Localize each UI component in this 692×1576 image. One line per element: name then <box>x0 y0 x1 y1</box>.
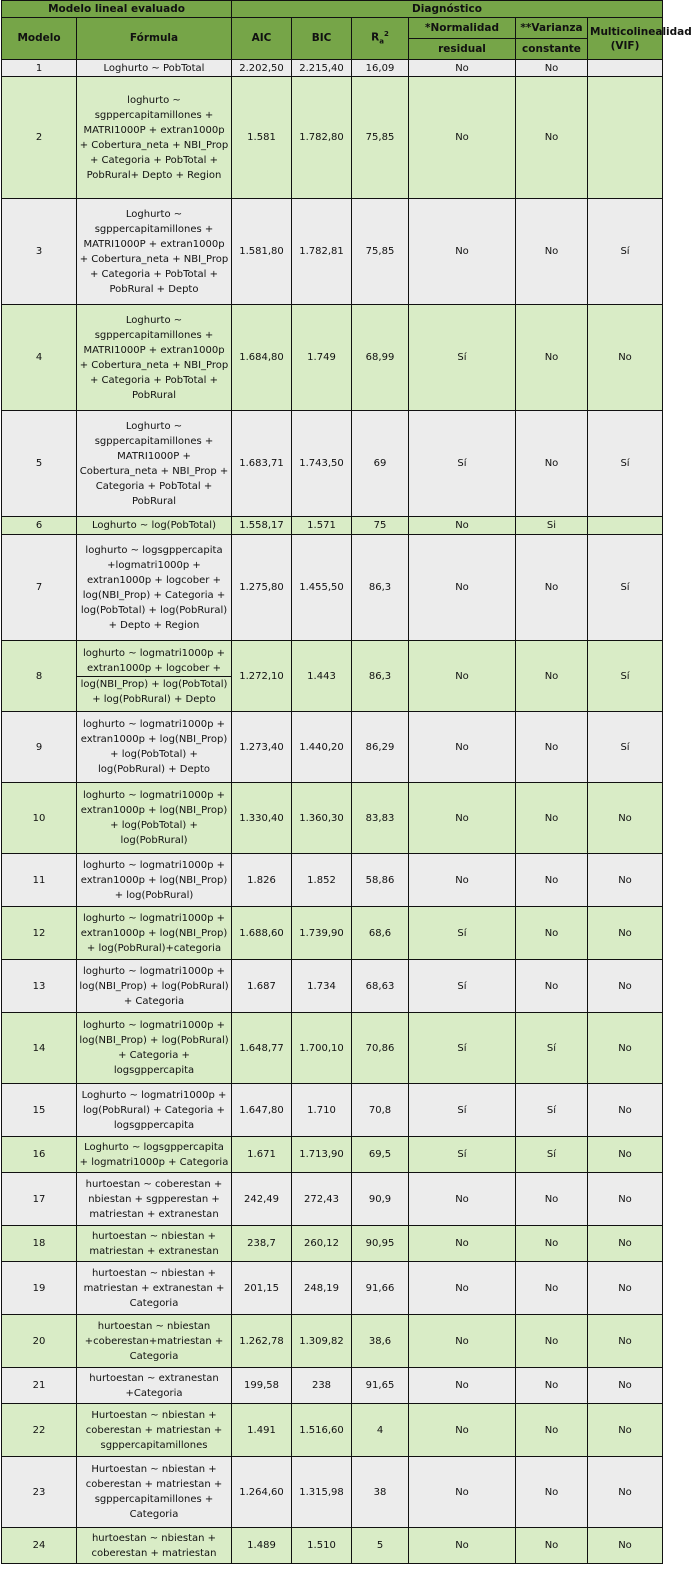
cell-aic: 1.683,71 <box>232 411 292 517</box>
table-row <box>2 1173 663 1226</box>
cell-aic: 1.491 <box>232 1404 292 1457</box>
cell-r2: 86,29 <box>352 712 409 783</box>
table-row <box>2 1315 663 1368</box>
cell-r2: 70,86 <box>352 1013 409 1084</box>
cell-norm: No <box>409 517 516 535</box>
cell-var: No <box>516 641 588 712</box>
cell-model: 9 <box>2 712 77 783</box>
cell-aic: 1.826 <box>232 854 292 907</box>
cell-formula: hurtoestan ~ nbiestan +coberestan+matriestan + Categoria <box>77 1315 232 1368</box>
normality-label-bottom: residual <box>438 42 486 55</box>
cell-model: 24 <box>2 1528 77 1564</box>
cell-var: No <box>516 411 588 517</box>
cell-var: No <box>516 199 588 305</box>
model-comparison-table <box>1 0 692 1564</box>
cell-vif: No <box>588 1226 663 1262</box>
cell-aic: 1.330,40 <box>232 783 292 854</box>
cell-r2: 75,85 <box>352 199 409 305</box>
cell-vif <box>588 77 663 199</box>
cell-model: 6 <box>2 517 77 535</box>
cell-norm: Sí <box>409 1137 516 1173</box>
cell-norm: No <box>409 1528 516 1564</box>
cell-r2: 69,5 <box>352 1137 409 1173</box>
cell-vif: Sí <box>588 199 663 305</box>
cell-norm: No <box>409 712 516 783</box>
cell-bic: 1.782,80 <box>292 77 352 199</box>
cell-vif: No <box>588 1457 663 1528</box>
cell-var: No <box>516 1226 588 1262</box>
cell-model: 14 <box>2 1013 77 1084</box>
formula-part-top: loghurto ~ logmatri1000p + extran1000p + logcober + <box>77 646 231 677</box>
table-row <box>2 907 663 960</box>
cell-r2: 16,09 <box>352 60 409 77</box>
cell-aic: 1.684,80 <box>232 305 292 411</box>
cell-aic: 1.558,17 <box>232 517 292 535</box>
table-row <box>2 1262 663 1315</box>
table-row <box>2 535 663 641</box>
cell-vif: No <box>588 1013 663 1084</box>
cell-vif: No <box>588 907 663 960</box>
cell-model: 15 <box>2 1084 77 1137</box>
table-row <box>2 1368 663 1404</box>
cell-var: No <box>516 1528 588 1564</box>
cell-r2: 68,63 <box>352 960 409 1013</box>
cell-model: 22 <box>2 1404 77 1457</box>
cell-model: 19 <box>2 1262 77 1315</box>
table-row <box>2 712 663 783</box>
cell-model: 23 <box>2 1457 77 1528</box>
cell-r2: 86,3 <box>352 641 409 712</box>
cell-aic: 2.202,50 <box>232 60 292 77</box>
cell-norm: No <box>409 1404 516 1457</box>
col-header-r2 <box>352 18 409 60</box>
cell-var: No <box>516 1262 588 1315</box>
cell-aic: 1.648,77 <box>232 1013 292 1084</box>
cell-var: Sí <box>516 1013 588 1084</box>
cell-var: No <box>516 712 588 783</box>
cell-formula: Loghurto ~ sgppercapitamillones + MATRI1000P + extran1000p + Cobertura_neta + NBI_Prop + Categoria + PobTotal + PobRural <box>77 305 232 411</box>
cell-norm: Sí <box>409 411 516 517</box>
cell-bic: 1.315,98 <box>292 1457 352 1528</box>
table-row <box>2 517 663 535</box>
cell-vif <box>588 517 663 535</box>
cell-r2: 91,66 <box>352 1262 409 1315</box>
cell-norm: No <box>409 854 516 907</box>
cell-var: No <box>516 783 588 854</box>
cell-norm: No <box>409 1226 516 1262</box>
cell-aic: 1.687 <box>232 960 292 1013</box>
cell-model: 17 <box>2 1173 77 1226</box>
cell-bic: 1.516,60 <box>292 1404 352 1457</box>
cell-vif: No <box>588 960 663 1013</box>
cell-r2: 90,95 <box>352 1226 409 1262</box>
cell-var: No <box>516 1315 588 1368</box>
cell-norm: No <box>409 1315 516 1368</box>
group-header-model: Modelo lineal evaluado <box>2 1 232 18</box>
cell-formula: Loghurto ~ logsgppercapita + logmatri1000p + Categoria <box>77 1137 232 1173</box>
cell-formula: loghurto ~ logmatri1000p + log(NBI_Prop) + log(PobRural) + Categoria <box>77 960 232 1013</box>
cell-r2: 38,6 <box>352 1315 409 1368</box>
cell-norm: No <box>409 535 516 641</box>
cell-bic: 238 <box>292 1368 352 1404</box>
cell-r2: 68,6 <box>352 907 409 960</box>
cell-bic: 1.710 <box>292 1084 352 1137</box>
cell-formula: Loghurto ~ sgppercapitamillones + MATRI1000P + Cobertura_neta + NBI_Prop + Categoria + PobTotal + PobRural <box>77 411 232 517</box>
cell-var: No <box>516 1457 588 1528</box>
cell-r2: 70,8 <box>352 1084 409 1137</box>
table-row <box>2 1457 663 1528</box>
cell-formula: loghurto ~ logmatri1000p + extran1000p + log(NBI_Prop) + log(PobTotal) + log(PobRural) + Depto <box>77 712 232 783</box>
cell-vif: No <box>588 1528 663 1564</box>
cell-aic: 1.581,80 <box>232 199 292 305</box>
cell-aic: 1.273,40 <box>232 712 292 783</box>
table-row <box>2 1084 663 1137</box>
cell-aic: 1.262,78 <box>232 1315 292 1368</box>
group-header-diagnostic: Diagnóstico <box>232 1 663 18</box>
col-header-normality <box>409 18 516 60</box>
formula-part-bottom: log(NBI_Prop) + log(PobTotal) + log(PobRural) + Depto <box>80 678 228 705</box>
table-body <box>2 60 663 1564</box>
cell-norm: No <box>409 77 516 199</box>
cell-bic: 1.309,82 <box>292 1315 352 1368</box>
cell-bic: 1.440,20 <box>292 712 352 783</box>
r2-sup: 2 <box>383 30 389 39</box>
cell-norm: No <box>409 1173 516 1226</box>
col-header-formula: Fórmula <box>77 18 232 60</box>
table-row <box>2 854 663 907</box>
cell-formula: loghurto ~ logmatri1000p + extran1000p + log(NBI_Prop) + log(PobTotal) + log(PobRural) <box>77 783 232 854</box>
cell-var: No <box>516 1368 588 1404</box>
cell-model: 1 <box>2 60 77 77</box>
table-row <box>2 199 663 305</box>
cell-bic: 248,19 <box>292 1262 352 1315</box>
cell-bic: 1.700,10 <box>292 1013 352 1084</box>
table-row <box>2 783 663 854</box>
cell-norm: No <box>409 1457 516 1528</box>
cell-bic: 1.749 <box>292 305 352 411</box>
cell-norm: No <box>409 1368 516 1404</box>
table-row <box>2 305 663 411</box>
cell-norm: Sí <box>409 305 516 411</box>
table-row <box>2 1404 663 1457</box>
cell-vif: No <box>588 305 663 411</box>
cell-bic: 2.215,40 <box>292 60 352 77</box>
cell-bic: 1.852 <box>292 854 352 907</box>
r2-base: R <box>371 31 380 44</box>
table-row <box>2 60 663 77</box>
cell-norm: Sí <box>409 907 516 960</box>
cell-vif: No <box>588 1084 663 1137</box>
cell-formula: Loghurto ~ PobTotal <box>77 60 232 77</box>
cell-model: 7 <box>2 535 77 641</box>
cell-vif: Sí <box>588 641 663 712</box>
cell-formula: Loghurto ~ sgppercapitamillones + MATRI1000P + extran1000p + Cobertura_neta + NBI_Prop + Categoria + PobTotal + PobRural + Depto <box>77 199 232 305</box>
cell-model: 3 <box>2 199 77 305</box>
cell-r2: 4 <box>352 1404 409 1457</box>
col-header-bic: BIC <box>292 18 352 60</box>
cell-vif: No <box>588 1404 663 1457</box>
cell-norm: No <box>409 641 516 712</box>
cell-model: 2 <box>2 77 77 199</box>
cell-r2: 5 <box>352 1528 409 1564</box>
cell-var: No <box>516 305 588 411</box>
cell-formula: hurtoestan ~ extranestan +Categoria <box>77 1368 232 1404</box>
table-row <box>2 960 663 1013</box>
cell-var: Sí <box>516 1137 588 1173</box>
cell-r2: 68,99 <box>352 305 409 411</box>
col-header-variance <box>516 18 588 60</box>
cell-aic: 1.688,60 <box>232 907 292 960</box>
table-row <box>2 1013 663 1084</box>
cell-model: 16 <box>2 1137 77 1173</box>
cell-aic: 1.275,80 <box>232 535 292 641</box>
cell-formula: hurtoestan ~ nbiestan + matriestan + extranestan <box>77 1226 232 1262</box>
variance-label-top: **Varianza <box>516 18 587 39</box>
cell-bic: 1.455,50 <box>292 535 352 641</box>
r2-sub: a <box>379 37 384 46</box>
cell-model: 20 <box>2 1315 77 1368</box>
cell-vif: Sí <box>588 712 663 783</box>
cell-formula: loghurto ~ logmatri1000p + extran1000p + log(NBI_Prop) + log(PobRural)+categoria <box>77 907 232 960</box>
cell-bic: 1.713,90 <box>292 1137 352 1173</box>
cell-r2: 69 <box>352 411 409 517</box>
cell-vif: Sí <box>588 535 663 641</box>
cell-vif: No <box>588 1137 663 1173</box>
col-header-aic: AIC <box>232 18 292 60</box>
cell-formula: Hurtoestan ~ nbiestan + coberestan + matriestan + sgppercapitamillones + Categoria <box>77 1457 232 1528</box>
cell-bic: 260,12 <box>292 1226 352 1262</box>
variance-label-bottom: constante <box>522 42 581 55</box>
cell-formula: hurtoestan ~ nbiestan + matriestan + extranestan + Categoria <box>77 1262 232 1315</box>
table-row <box>2 641 663 712</box>
table-row <box>2 1528 663 1564</box>
cell-model: 10 <box>2 783 77 854</box>
cell-var: Si <box>516 517 588 535</box>
cell-model: 8 <box>2 641 77 712</box>
cell-bic: 1.360,30 <box>292 783 352 854</box>
cell-model: 18 <box>2 1226 77 1262</box>
cell-var: No <box>516 960 588 1013</box>
table-row <box>2 1226 663 1262</box>
cell-model: 11 <box>2 854 77 907</box>
cell-vif: No <box>588 1262 663 1315</box>
cell-r2: 75 <box>352 517 409 535</box>
cell-formula: loghurto ~ logmatri1000p + log(NBI_Prop) + log(PobRural) + Categoria + logsgppercapita <box>77 1013 232 1084</box>
cell-formula: loghurto ~ sgppercapitamillones + MATRI1000P + extran1000p + Cobertura_neta + NBI_Prop + Categoria + PobTotal + PobRural+ Depto + Region <box>77 77 232 199</box>
cell-aic: 1.272,10 <box>232 641 292 712</box>
cell-norm: No <box>409 783 516 854</box>
cell-bic: 1.743,50 <box>292 411 352 517</box>
cell-formula: loghurto ~ logmatri1000p + extran1000p + log(NBI_Prop) + log(PobRural) <box>77 854 232 907</box>
cell-var: No <box>516 854 588 907</box>
cell-aic: 1.581 <box>232 77 292 199</box>
cell-vif: No <box>588 854 663 907</box>
cell-model: 13 <box>2 960 77 1013</box>
table-row <box>2 411 663 517</box>
cell-bic: 272,43 <box>292 1173 352 1226</box>
cell-model: 5 <box>2 411 77 517</box>
cell-norm: Sí <box>409 1013 516 1084</box>
cell-var: No <box>516 1173 588 1226</box>
cell-aic: 1.489 <box>232 1528 292 1564</box>
cell-model: 21 <box>2 1368 77 1404</box>
cell-r2: 75,85 <box>352 77 409 199</box>
cell-aic: 1.671 <box>232 1137 292 1173</box>
cell-aic: 201,15 <box>232 1262 292 1315</box>
cell-aic: 1.264,60 <box>232 1457 292 1528</box>
cell-formula: Loghurto ~ logmatri1000p + log(PobRural) + Categoria + logsgppercapita <box>77 1084 232 1137</box>
cell-norm: No <box>409 199 516 305</box>
cell-aic: 242,49 <box>232 1173 292 1226</box>
cell-r2: 91,65 <box>352 1368 409 1404</box>
cell-model: 4 <box>2 305 77 411</box>
cell-bic: 1.782,81 <box>292 199 352 305</box>
cell-norm: Sí <box>409 960 516 1013</box>
cell-var: No <box>516 1404 588 1457</box>
cell-r2: 58,86 <box>352 854 409 907</box>
cell-bic: 1.571 <box>292 517 352 535</box>
col-header-multicollinearity: Multicolinealidad (VIF) <box>588 18 663 60</box>
cell-vif <box>588 60 663 77</box>
cell-formula: Hurtoestan ~ nbiestan + coberestan + matriestan + sgppercapitamillones <box>77 1404 232 1457</box>
cell-aic: 238,7 <box>232 1226 292 1262</box>
cell-formula: hurtoestan ~ nbiestan + coberestan + matriestan <box>77 1528 232 1564</box>
cell-formula: Loghurto ~ log(PobTotal) <box>77 517 232 535</box>
cell-bic: 1.443 <box>292 641 352 712</box>
cell-vif: No <box>588 1368 663 1404</box>
cell-model: 12 <box>2 907 77 960</box>
cell-var: No <box>516 907 588 960</box>
cell-formula <box>77 641 232 712</box>
cell-r2: 86,3 <box>352 535 409 641</box>
cell-vif: No <box>588 783 663 854</box>
cell-norm: No <box>409 1262 516 1315</box>
cell-vif: Sí <box>588 411 663 517</box>
cell-norm: No <box>409 60 516 77</box>
table-row <box>2 1137 663 1173</box>
cell-formula: loghurto ~ logsgppercapita +logmatri1000p + extran1000p + logcober + log(NBI_Prop) + Categoria + log(PobTotal) + log(PobRural) + Depto + Region <box>77 535 232 641</box>
cell-bic: 1.734 <box>292 960 352 1013</box>
cell-aic: 199,58 <box>232 1368 292 1404</box>
cell-r2: 38 <box>352 1457 409 1528</box>
normality-label-top: *Normalidad <box>409 18 515 39</box>
col-header-model: Modelo <box>2 18 77 60</box>
cell-norm: Sí <box>409 1084 516 1137</box>
cell-var: Sí <box>516 1084 588 1137</box>
cell-r2: 90,9 <box>352 1173 409 1226</box>
cell-formula: hurtoestan ~ coberestan + nbiestan + sgpperestan + matriestan + extranestan <box>77 1173 232 1226</box>
cell-var: No <box>516 535 588 641</box>
cell-bic: 1.739,90 <box>292 907 352 960</box>
cell-var: No <box>516 60 588 77</box>
cell-bic: 1.510 <box>292 1528 352 1564</box>
cell-r2: 83,83 <box>352 783 409 854</box>
cell-vif: No <box>588 1173 663 1226</box>
cell-var: No <box>516 77 588 199</box>
cell-aic: 1.647,80 <box>232 1084 292 1137</box>
table-row <box>2 77 663 199</box>
cell-vif: No <box>588 1315 663 1368</box>
